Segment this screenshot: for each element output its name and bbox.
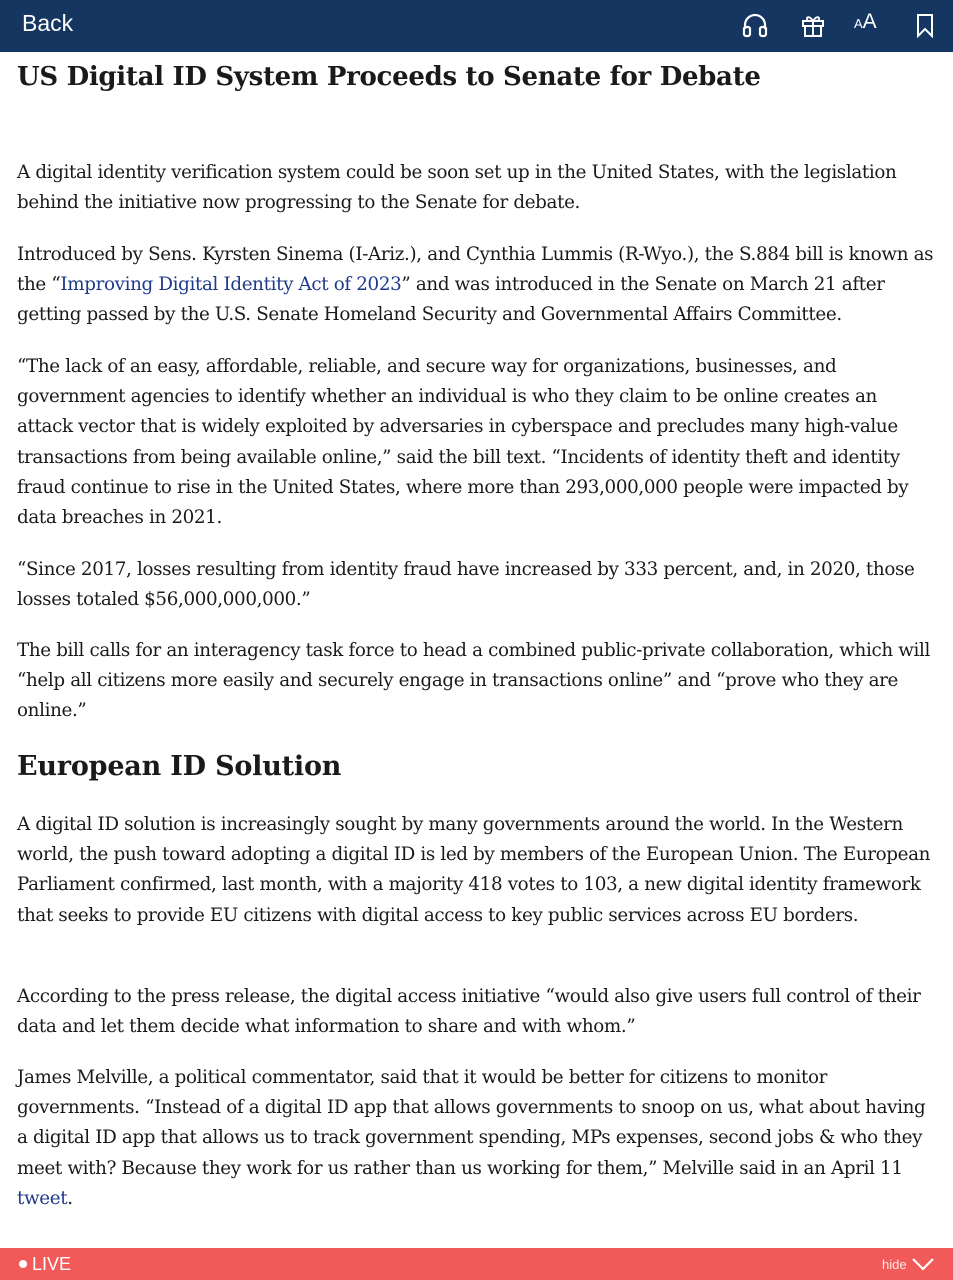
top-navigation-bar xyxy=(0,0,953,52)
content-fade-overlay xyxy=(0,1222,953,1248)
paragraph-8-text: James Melville, a political commentator, said that it would be better for citizens to monitor governments. “Instead of a digital ID app that allows governments to snoop on us, what about having a digital ID app that allows us to track government spending, MPs expenses, second jobs & who they meet with? Because they work for us rather than us working for them,” Melville said in an April 11 xyxy=(17,1067,926,1179)
paragraph-4: “Since 2017, losses resulting from identity fraud have increased by 333 percent, and, in 2020, those losses totaled $56,000,000,000.” xyxy=(17,559,915,611)
text-size-large-glyph: A xyxy=(862,10,877,33)
paragraph-2 xyxy=(17,240,937,331)
back-button[interactable]: Back xyxy=(22,10,74,36)
paragraph-3: “The lack of an easy, affordable, reliable, and secure way for organizations, businesses, and government agencies to identify whether an individual is who they claim to be online creates an attack vector that is widely exploited by adversaries in cyberspace and precludes many high-value transactions from being available online,” said the bill text. “Incidents of identity theft and identity fraud continue to rise in the United States, where more than 293,000,000 people were impacted by data breaches in 2021. xyxy=(17,356,909,529)
live-dot-icon xyxy=(19,1260,27,1268)
paragraph-5: The bill calls for an interagency task force to head a combined public-private collaboration, which will “help all citizens more easily and securely engage in transactions online” and “prove who they are online.” xyxy=(17,640,931,722)
tweet-link[interactable]: tweet xyxy=(17,1187,68,1209)
live-label: LIVE xyxy=(32,1254,72,1274)
live-bar[interactable] xyxy=(0,1248,953,1280)
text-size-small-glyph: A xyxy=(854,16,863,31)
bookmark-icon[interactable] xyxy=(911,12,939,38)
paragraph-8-text-end: . xyxy=(67,1187,73,1209)
hide-button[interactable]: hide xyxy=(882,1257,907,1272)
paragraph-8 xyxy=(17,1063,937,1214)
improving-digital-identity-act-link[interactable]: Improving Digital Identity Act of 2023 xyxy=(60,274,402,296)
text-size-icon[interactable] xyxy=(854,10,888,38)
headphones-icon[interactable] xyxy=(741,12,769,38)
paragraph-2-text-end: ” and was introduced in the Senate on March 21 after getting passed by the U.S. Senate Homeland Security and Governmental Affairs Committee. xyxy=(17,274,885,326)
paragraph-1: A digital identity verification system could be soon set up in the United States, with the legislation behind the initiative now progressing to the Senate for debate. xyxy=(17,162,897,214)
chevron-down-icon[interactable] xyxy=(911,1256,935,1272)
article-title: US Digital ID System Proceeds to Senate for Debate xyxy=(17,62,761,92)
paragraph-7: According to the press release, the digital access initiative “would also give users full control of their data and let them decide what information to share and with whom.” xyxy=(17,986,921,1038)
article-body xyxy=(17,58,937,1209)
paragraph-6: A digital ID solution is increasingly sought by many governments around the world. In the Western world, the push toward adopting a digital ID is led by members of the European Union. The European Parliament confirmed, last month, with a majority 418 votes to 103, a new digital identity framework that seeks to provide EU citizens with digital access to key public services across EU borders. xyxy=(17,814,931,926)
section-heading: European ID Solution xyxy=(17,751,342,782)
gift-icon[interactable] xyxy=(799,12,827,38)
paragraph-2-text-start: Introduced by Sens. Kyrsten Sinema (I-Ariz.), and Cynthia Lummis (R-Wyo.), the S.884 bill is known as the “ xyxy=(17,244,934,296)
